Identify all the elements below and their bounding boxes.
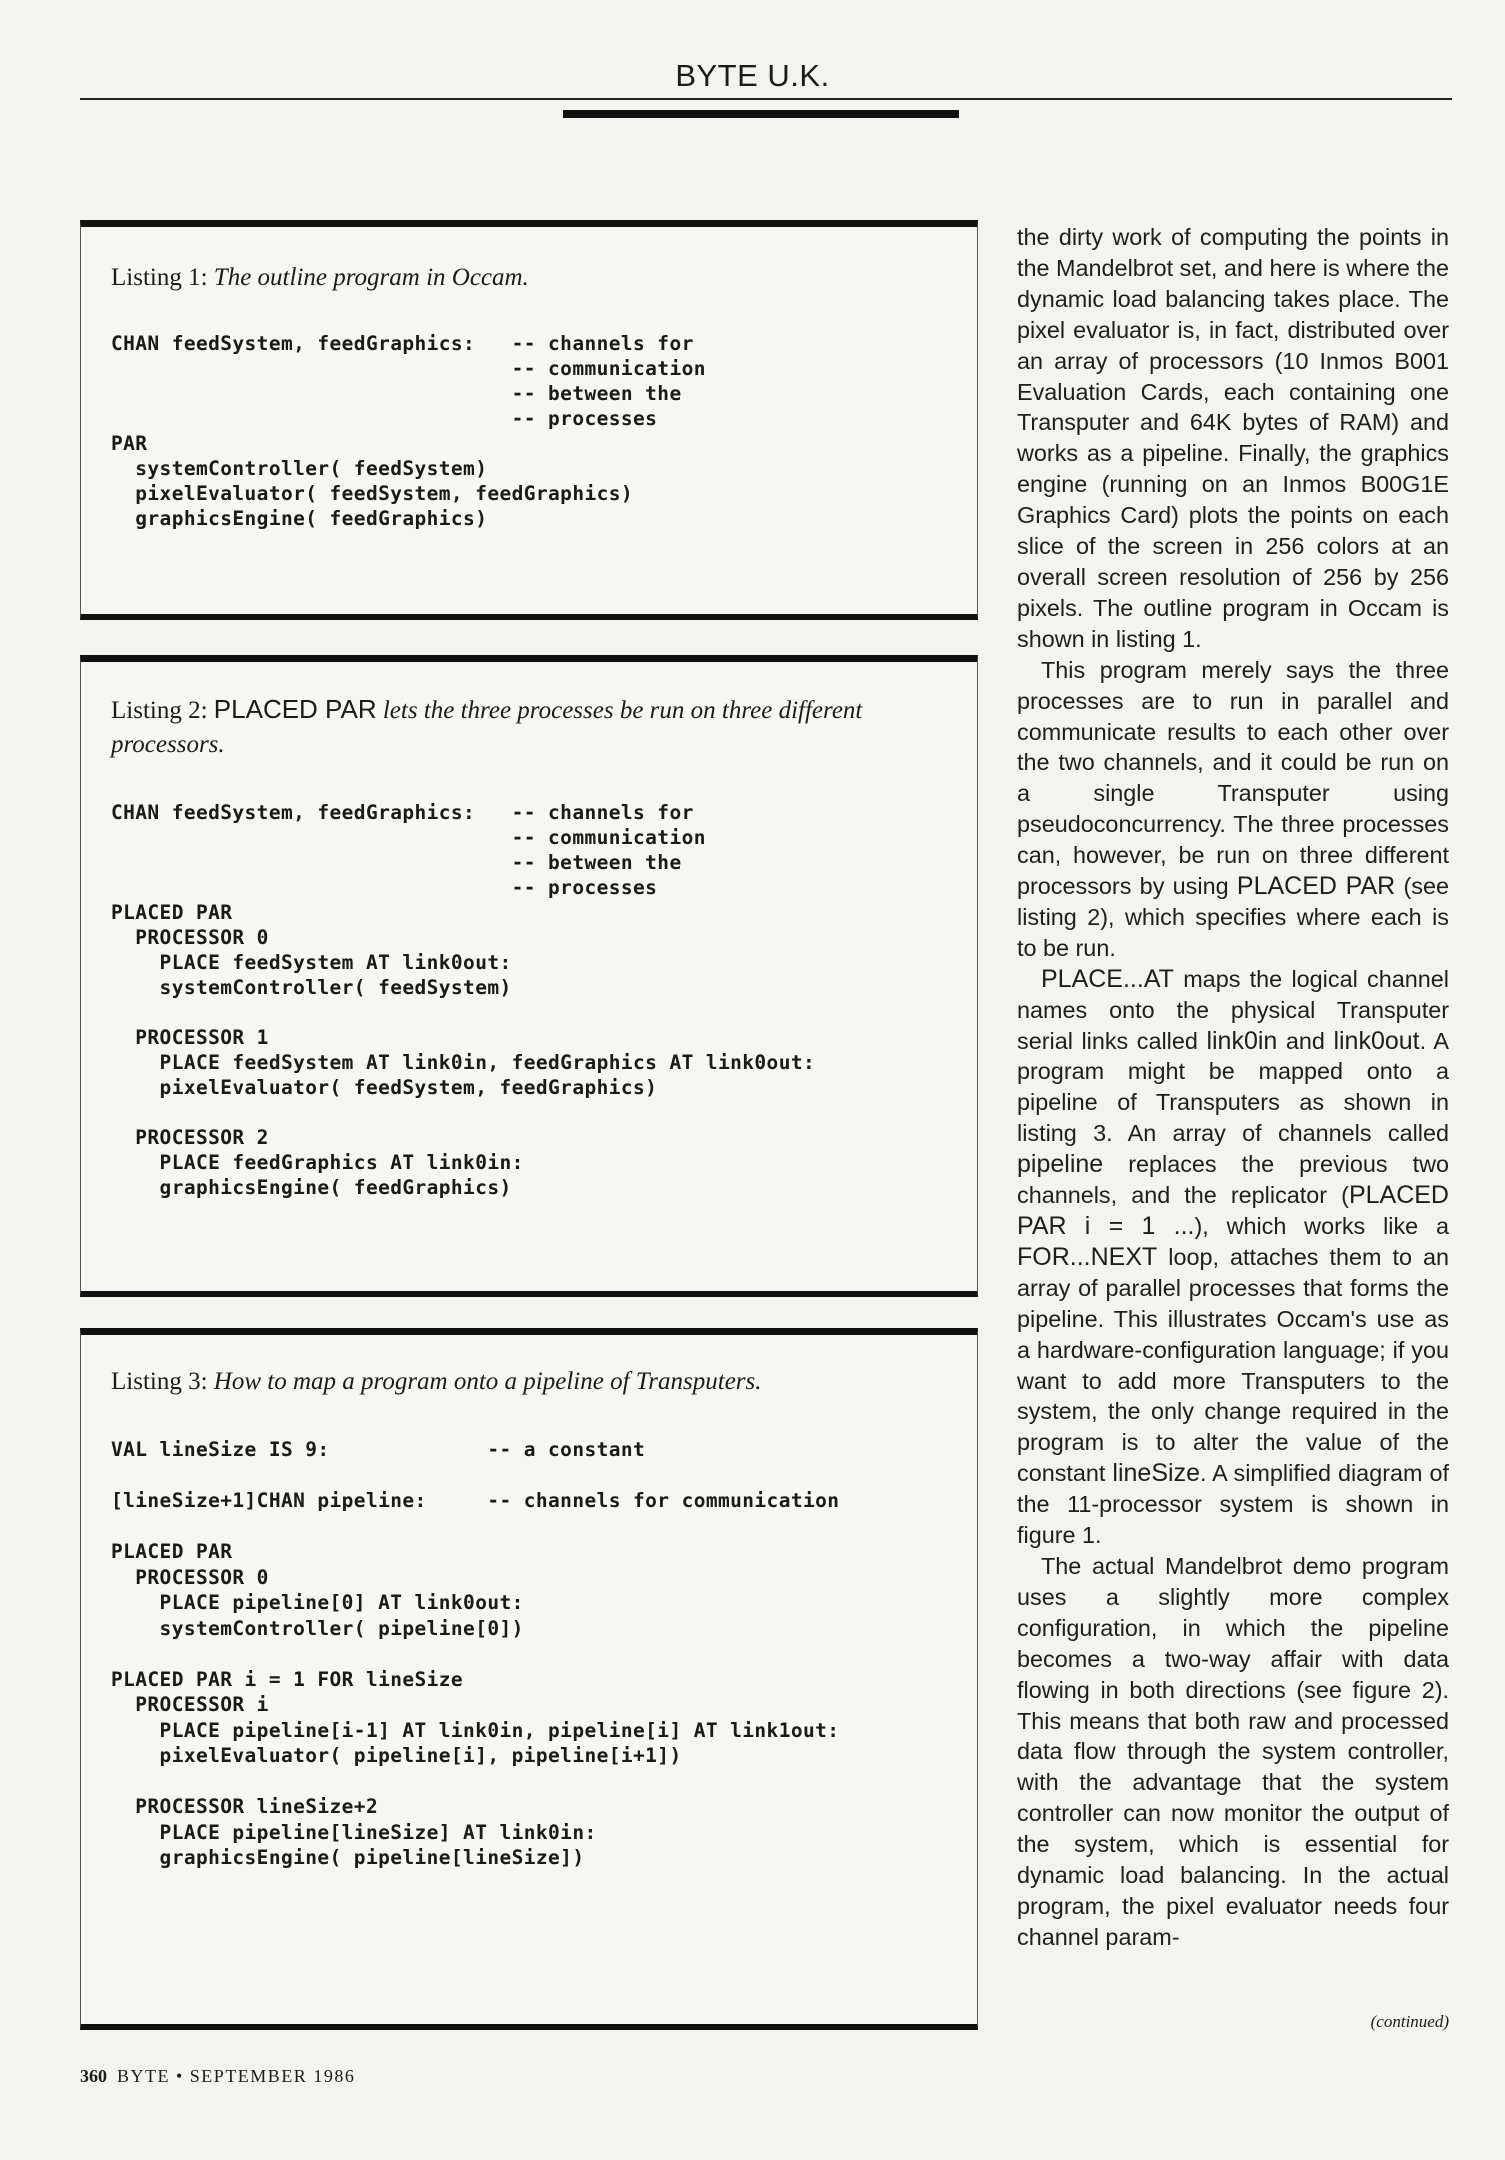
header-bar: [563, 110, 959, 118]
listing-3-code: VAL lineSize IS 9: -- a constant [lineSize+1]CHAN pipeline: -- channels for communication PLACED PAR PROCESSOR 0 PLACE pipeline[0] AT link0out: systemController( pipeline[0]) PLACED PAR i = 1 FOR lineSize PROCESSOR i PLACE pipeline[i-1] AT link0in, pipeline[i] AT link1out: pixelEvaluator( pipeline[i], pipeline[i+1]) PROCESSOR lineSize+2 PLACE pipeline[lineSize] AT link0in: graphicsEngine( pipeline[lineSize]): [111, 1438, 840, 1869]
body-paragraph-2: [1017, 655, 1449, 964]
listing-3-caption-text: How to map a program onto a pipeline of Transputers.: [213, 1368, 762, 1395]
body-paragraph-4: The actual Mandelbrot demo program uses a slightly more complex configuration, in which the pipeline becomes a two-way affair with data flowing in both directions (see figure 2). This means that both raw and processed data flow through the system controller, with the advantage that the system controller can now monitor the output of the system, which is essential for dynamic load balancing. In the actual program, the pixel evaluator needs four channel param-: [1017, 1552, 1449, 1950]
issue-line: BYTE • SEPTEMBER 1986: [117, 2066, 356, 2086]
body-paragraph-3-text-c: . A program might be mapped onto a pipeline of Transputers as shown in listing 3. An array of channels called: [1017, 1027, 1449, 1147]
header-rule: [80, 98, 1452, 100]
body-text-column: [1017, 222, 1449, 1953]
body-paragraph-2-text-a: This program merely says the three processes are to run in parallel and communicate results to each other over the two channels, and it could be run on a single Transputer using pseudoconcurrency. The three processes can, however, be run on three different processors by using: [1017, 656, 1449, 900]
body-paragraph-3-text-f: loop, attaches them to an array of parallel processes that forms the pipeline. This illustrates Occam's use as a hardware-configuration language; if you want to add more Transputers to the system, the only change required in the program is to alter the value of the constant: [1017, 1243, 1449, 1487]
listing-2-caption-keyword: PLACED PAR: [213, 694, 377, 724]
listing-2-box: [80, 655, 978, 1297]
page-number: 360: [80, 2066, 107, 2086]
listing-2-caption: [111, 692, 951, 762]
body-paragraph-3: [1017, 964, 1449, 1551]
body-keyword-place-at: PLACE...AT: [1041, 964, 1174, 993]
body-paragraph-2-text-b: (see listing 2), which specifies where each is to be run.: [1017, 873, 1450, 961]
listing-2-caption-text: lets the three processes be run on three different processors.: [111, 697, 863, 758]
body-keyword-linesize: lineSize: [1112, 1459, 1200, 1488]
body-paragraph-3-text-d: replaces the previous two channels, and the replicator (: [1017, 1151, 1449, 1209]
page-header-title: BYTE U.K.: [675, 58, 830, 93]
listing-3-caption: [111, 1365, 951, 1399]
continued-marker: (continued): [1370, 2012, 1449, 2031]
body-keyword-replicator: PLACED PAR i = 1 ...: [1017, 1181, 1449, 1240]
body-paragraph-3-text-e: ), which works like a: [1194, 1213, 1449, 1239]
body-paragraph-1: the dirty work of computing the points in the Mandelbrot set, and here is where the dynamic load balancing takes place. The pixel evaluator is, in fact, distributed over an array of processors (10 Inmos B001 Evaluation Cards, each containing one Transputer and 64K bytes of RAM) and works as a pipeline. Finally, the graphics engine (running on an Inmos B00G1E Graphics Card) plots the points on each slice of the screen in 256 colors at an overall screen resolution of 256 by 256 pixels. The outline program in Occam is shown in listing 1.: [1017, 224, 1449, 652]
body-keyword-placed-par: PLACED PAR: [1236, 872, 1396, 901]
body-keyword-for-next: FOR...NEXT: [1017, 1242, 1158, 1271]
listing-3-label: Listing 3:: [111, 1368, 208, 1395]
body-paragraph-3-text-g: . A simplified diagram of the 11-processor system is shown in figure 1.: [1017, 1460, 1449, 1549]
listing-3-box: [80, 1328, 978, 2030]
body-paragraph-3-text-a: maps the logical channel names onto the physical Transputer serial links called: [1017, 965, 1449, 1054]
listing-1-caption-text: The outline program in Occam.: [213, 264, 529, 291]
body-keyword-link0in: link0in: [1206, 1026, 1278, 1055]
listing-1-label: Listing 1:: [111, 264, 208, 291]
body-paragraph-3-text-b: and: [1277, 1027, 1334, 1054]
body-keyword-pipeline: pipeline: [1017, 1150, 1104, 1179]
body-keyword-link0out: link0out: [1333, 1026, 1420, 1055]
listing-1-box: [80, 220, 978, 620]
listing-1-code: CHAN feedSystem, feedGraphics: -- channels for -- communication -- between the -- processes PAR systemController( feedSystem) pixelEvaluator( feedSystem, feedGraphics) graphicsEngine( feedGraphics): [111, 332, 706, 530]
listing-1-caption: [111, 261, 951, 295]
listing-2-code: CHAN feedSystem, feedGraphics: -- channels for -- communication -- between the -- processes PLACED PAR PROCESSOR 0 PLACE feedSystem AT link0out: systemController( feedSystem) PROCESSOR 1 PLACE feedSystem AT link0in, feedGraphics AT link0out: pixelEvaluator( feedSystem, feedGraphics) PROCESSOR 2 PLACE feedGraphics AT link0in: graphicsEngine( feedGraphics): [111, 801, 816, 1199]
listing-2-label: Listing 2:: [111, 697, 208, 724]
page-footer: [80, 2066, 355, 2087]
